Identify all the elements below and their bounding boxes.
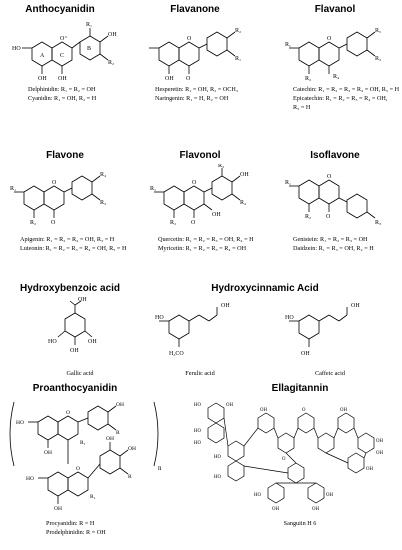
atom-r1: R₁ bbox=[80, 440, 86, 446]
flavone-caption-2: Luteonin: R₁ = R₂ = R₃ = R₄ = OH, R₅ = H bbox=[20, 245, 127, 252]
atom-r4: R₄ bbox=[333, 74, 340, 80]
flavanone-caption-1: Hesperetin: R₁ = OH, R₂ = OCH₃ bbox=[155, 86, 239, 93]
atom-oh: OH bbox=[212, 212, 221, 218]
atom-o: O bbox=[302, 408, 306, 413]
atom-ho: HO bbox=[214, 475, 221, 480]
ellagitannin-title: Ellagitannin bbox=[271, 383, 329, 394]
atom-o: O bbox=[186, 76, 191, 82]
flavanol-caption-1: Catechin: R₁ = R₂ = R₃ = R₄ = OH, R₅ = H bbox=[293, 86, 400, 93]
isoflavone-caption-2: Daidzein: R₁ = R₃ = OH, R₂ = H bbox=[293, 245, 374, 252]
atom-ho: HO bbox=[26, 476, 34, 482]
atom-r1: R₁ bbox=[90, 494, 96, 500]
flavanone-structure bbox=[145, 18, 255, 84]
atom-oh: OH bbox=[376, 451, 383, 456]
flavone-title: Flavone bbox=[46, 150, 84, 161]
atom-oh: OH bbox=[260, 408, 267, 413]
atom-r3: R₃ bbox=[100, 200, 107, 206]
atom-o: O bbox=[327, 36, 332, 42]
atom-oh: OH bbox=[340, 408, 347, 413]
atom-o: O bbox=[66, 410, 70, 416]
atom-oh: OH bbox=[272, 507, 279, 512]
atom-r2: R₂ bbox=[30, 220, 37, 226]
flavone-caption-1: Apigenin: R₁ = R₂ = R₄ = OH, R₃ = H bbox=[20, 236, 115, 243]
atom-ho: HO bbox=[194, 403, 201, 408]
anthocyanidin-caption-2: Cyanidin: R₁ = OH, R₂ = H bbox=[28, 95, 97, 102]
caffeic-acid-caption: Caffeic acid bbox=[315, 370, 345, 377]
atom-ho: HO bbox=[285, 315, 294, 321]
atom-oh: OH bbox=[70, 348, 79, 354]
atom-r2: R₂ bbox=[305, 76, 312, 82]
atom-r2: R₂ bbox=[170, 220, 177, 226]
atom-oh: OH bbox=[116, 402, 124, 408]
caffeic-acid-structure bbox=[285, 297, 365, 363]
atom-o: O bbox=[326, 214, 331, 220]
atom-o: O bbox=[191, 220, 196, 226]
atom-oh: OH bbox=[312, 507, 319, 512]
atom-oh: OH bbox=[326, 493, 333, 498]
atom-ho: HO bbox=[194, 429, 201, 434]
atom-ho: HO bbox=[48, 339, 57, 345]
proanthocyanidin-caption-1: Procyanidin: R = H bbox=[46, 520, 95, 527]
atom-oh: OH bbox=[376, 439, 383, 444]
ferulic-acid-structure bbox=[155, 297, 235, 363]
atom-oh: OH bbox=[38, 76, 47, 82]
atom-o: O bbox=[51, 220, 56, 226]
ring-b-label: B bbox=[87, 46, 92, 52]
atom-r1: R₁ bbox=[10, 186, 17, 192]
atom-o: O bbox=[187, 36, 192, 42]
flavone-structure bbox=[10, 164, 130, 232]
atom-r3: R₃ bbox=[375, 56, 382, 62]
atom-r2: R₂ bbox=[235, 28, 242, 34]
atom-oh: OH bbox=[128, 446, 136, 452]
atom-ho: HO bbox=[155, 315, 164, 321]
atom-o: O bbox=[192, 180, 197, 186]
atom-oh: OH bbox=[58, 76, 67, 82]
atom-oh: OH bbox=[301, 351, 310, 357]
flavanol-caption-3: R₅ = H bbox=[293, 104, 311, 111]
atom-r2: R₂ bbox=[305, 214, 312, 220]
atom-ho: HO bbox=[194, 441, 201, 446]
flavanone-title: Flavanone bbox=[170, 4, 220, 15]
atom-r: R bbox=[116, 430, 120, 436]
atom-och3: H₃CO bbox=[169, 351, 184, 357]
ring-c-label: C bbox=[60, 53, 65, 59]
atom-r5: R₅ bbox=[375, 28, 382, 34]
atom-r: R bbox=[128, 474, 132, 480]
atom-ho: HO bbox=[254, 493, 261, 498]
atom-oh: OH bbox=[165, 76, 174, 82]
atom-ho: HO bbox=[214, 455, 221, 460]
ring-a-label: A bbox=[40, 53, 45, 59]
flavonol-caption-2: Myricetin: R₁ = R₂ = R₃ = R₄ = OH bbox=[158, 245, 247, 252]
atom-oh: OH bbox=[54, 506, 62, 512]
ferulic-acid-caption: Ferulic acid bbox=[185, 370, 215, 377]
atom-oh: OH bbox=[240, 172, 249, 178]
atom-r3: R₃ bbox=[375, 220, 382, 226]
atom-oh: OH bbox=[221, 303, 230, 309]
ellagitannin-caption: Sanguiin H 6 bbox=[283, 520, 317, 527]
flavonol-caption-1: Quercetin: R₁ = R₂ = R₃ = OH, R₄ = H bbox=[158, 236, 254, 243]
atom-r1: R₁ bbox=[86, 22, 93, 28]
flavanol-structure bbox=[285, 18, 395, 84]
atom-oh: OH bbox=[78, 297, 87, 303]
isoflavone-structure bbox=[285, 164, 397, 232]
atom-oh: OH bbox=[108, 32, 117, 38]
anthocyanidin-structure bbox=[10, 18, 128, 84]
atom-oh: OH bbox=[351, 303, 360, 309]
proanthocyanidin-caption-2: Prodelphinidin: R = OH bbox=[46, 529, 106, 536]
atom-r1: R₁ bbox=[150, 186, 157, 192]
atom-o: O bbox=[76, 466, 80, 472]
atom-o: O bbox=[52, 180, 57, 186]
ellagitannin-structure bbox=[188, 398, 400, 518]
anthocyanidin-caption-1: Delphinidin: R₁ = R₂ = OH bbox=[28, 86, 96, 93]
atom-r3: R₃ bbox=[218, 164, 225, 169]
atom-r1: R₁ bbox=[285, 42, 292, 48]
flavonol-structure bbox=[150, 164, 270, 234]
atom-oh: OH bbox=[44, 450, 52, 456]
atom-ho: HO bbox=[12, 46, 21, 52]
atom-r2: R₂ bbox=[108, 60, 115, 66]
atom-oh: OH bbox=[366, 467, 373, 472]
atom-r4: R₄ bbox=[100, 172, 107, 178]
gallic-acid-caption: Gallic acid bbox=[66, 370, 94, 377]
atom-oh: OH bbox=[226, 403, 233, 408]
atom-oplus: O⁺ bbox=[60, 36, 68, 42]
atom-r1: R₁ bbox=[235, 56, 242, 62]
flavanone-caption-2: Naringenin: R₁ = H, R₂ = OH bbox=[155, 95, 229, 102]
hydroxycinnamic-title: Hydroxycinnamic Acid bbox=[211, 283, 319, 294]
atom-r1: R₁ bbox=[285, 180, 292, 186]
isoflavone-caption-1: Genistein: R₁ = R₂ = R₃ = OH bbox=[293, 236, 368, 243]
proanthocyanidin-structure bbox=[4, 398, 172, 526]
flavanol-caption-2: Epicatechin: R₁ = R₂ = R₃ = R₄ = OH, bbox=[293, 95, 388, 102]
anthocyanidin-title: Anthocyanidin bbox=[25, 4, 95, 15]
atom-oh: OH bbox=[106, 436, 114, 442]
isoflavone-title: Isoflavone bbox=[310, 150, 360, 161]
atom-ho: HO bbox=[16, 420, 24, 426]
proanthocyanidin-title: Proanthocyanidin bbox=[32, 383, 118, 394]
repeat-n-label: n bbox=[158, 464, 162, 472]
flavanol-title: Flavanol bbox=[314, 4, 356, 15]
atom-oh: OH bbox=[88, 339, 97, 345]
flavonol-title: Flavonol bbox=[179, 150, 221, 161]
atom-o: O bbox=[282, 457, 286, 462]
atom-r4: R₄ bbox=[240, 200, 247, 206]
hydroxybenzoic-title: Hydroxybenzoic acid bbox=[19, 283, 121, 294]
atom-o: O bbox=[327, 174, 332, 180]
gallic-acid-structure bbox=[40, 297, 110, 363]
